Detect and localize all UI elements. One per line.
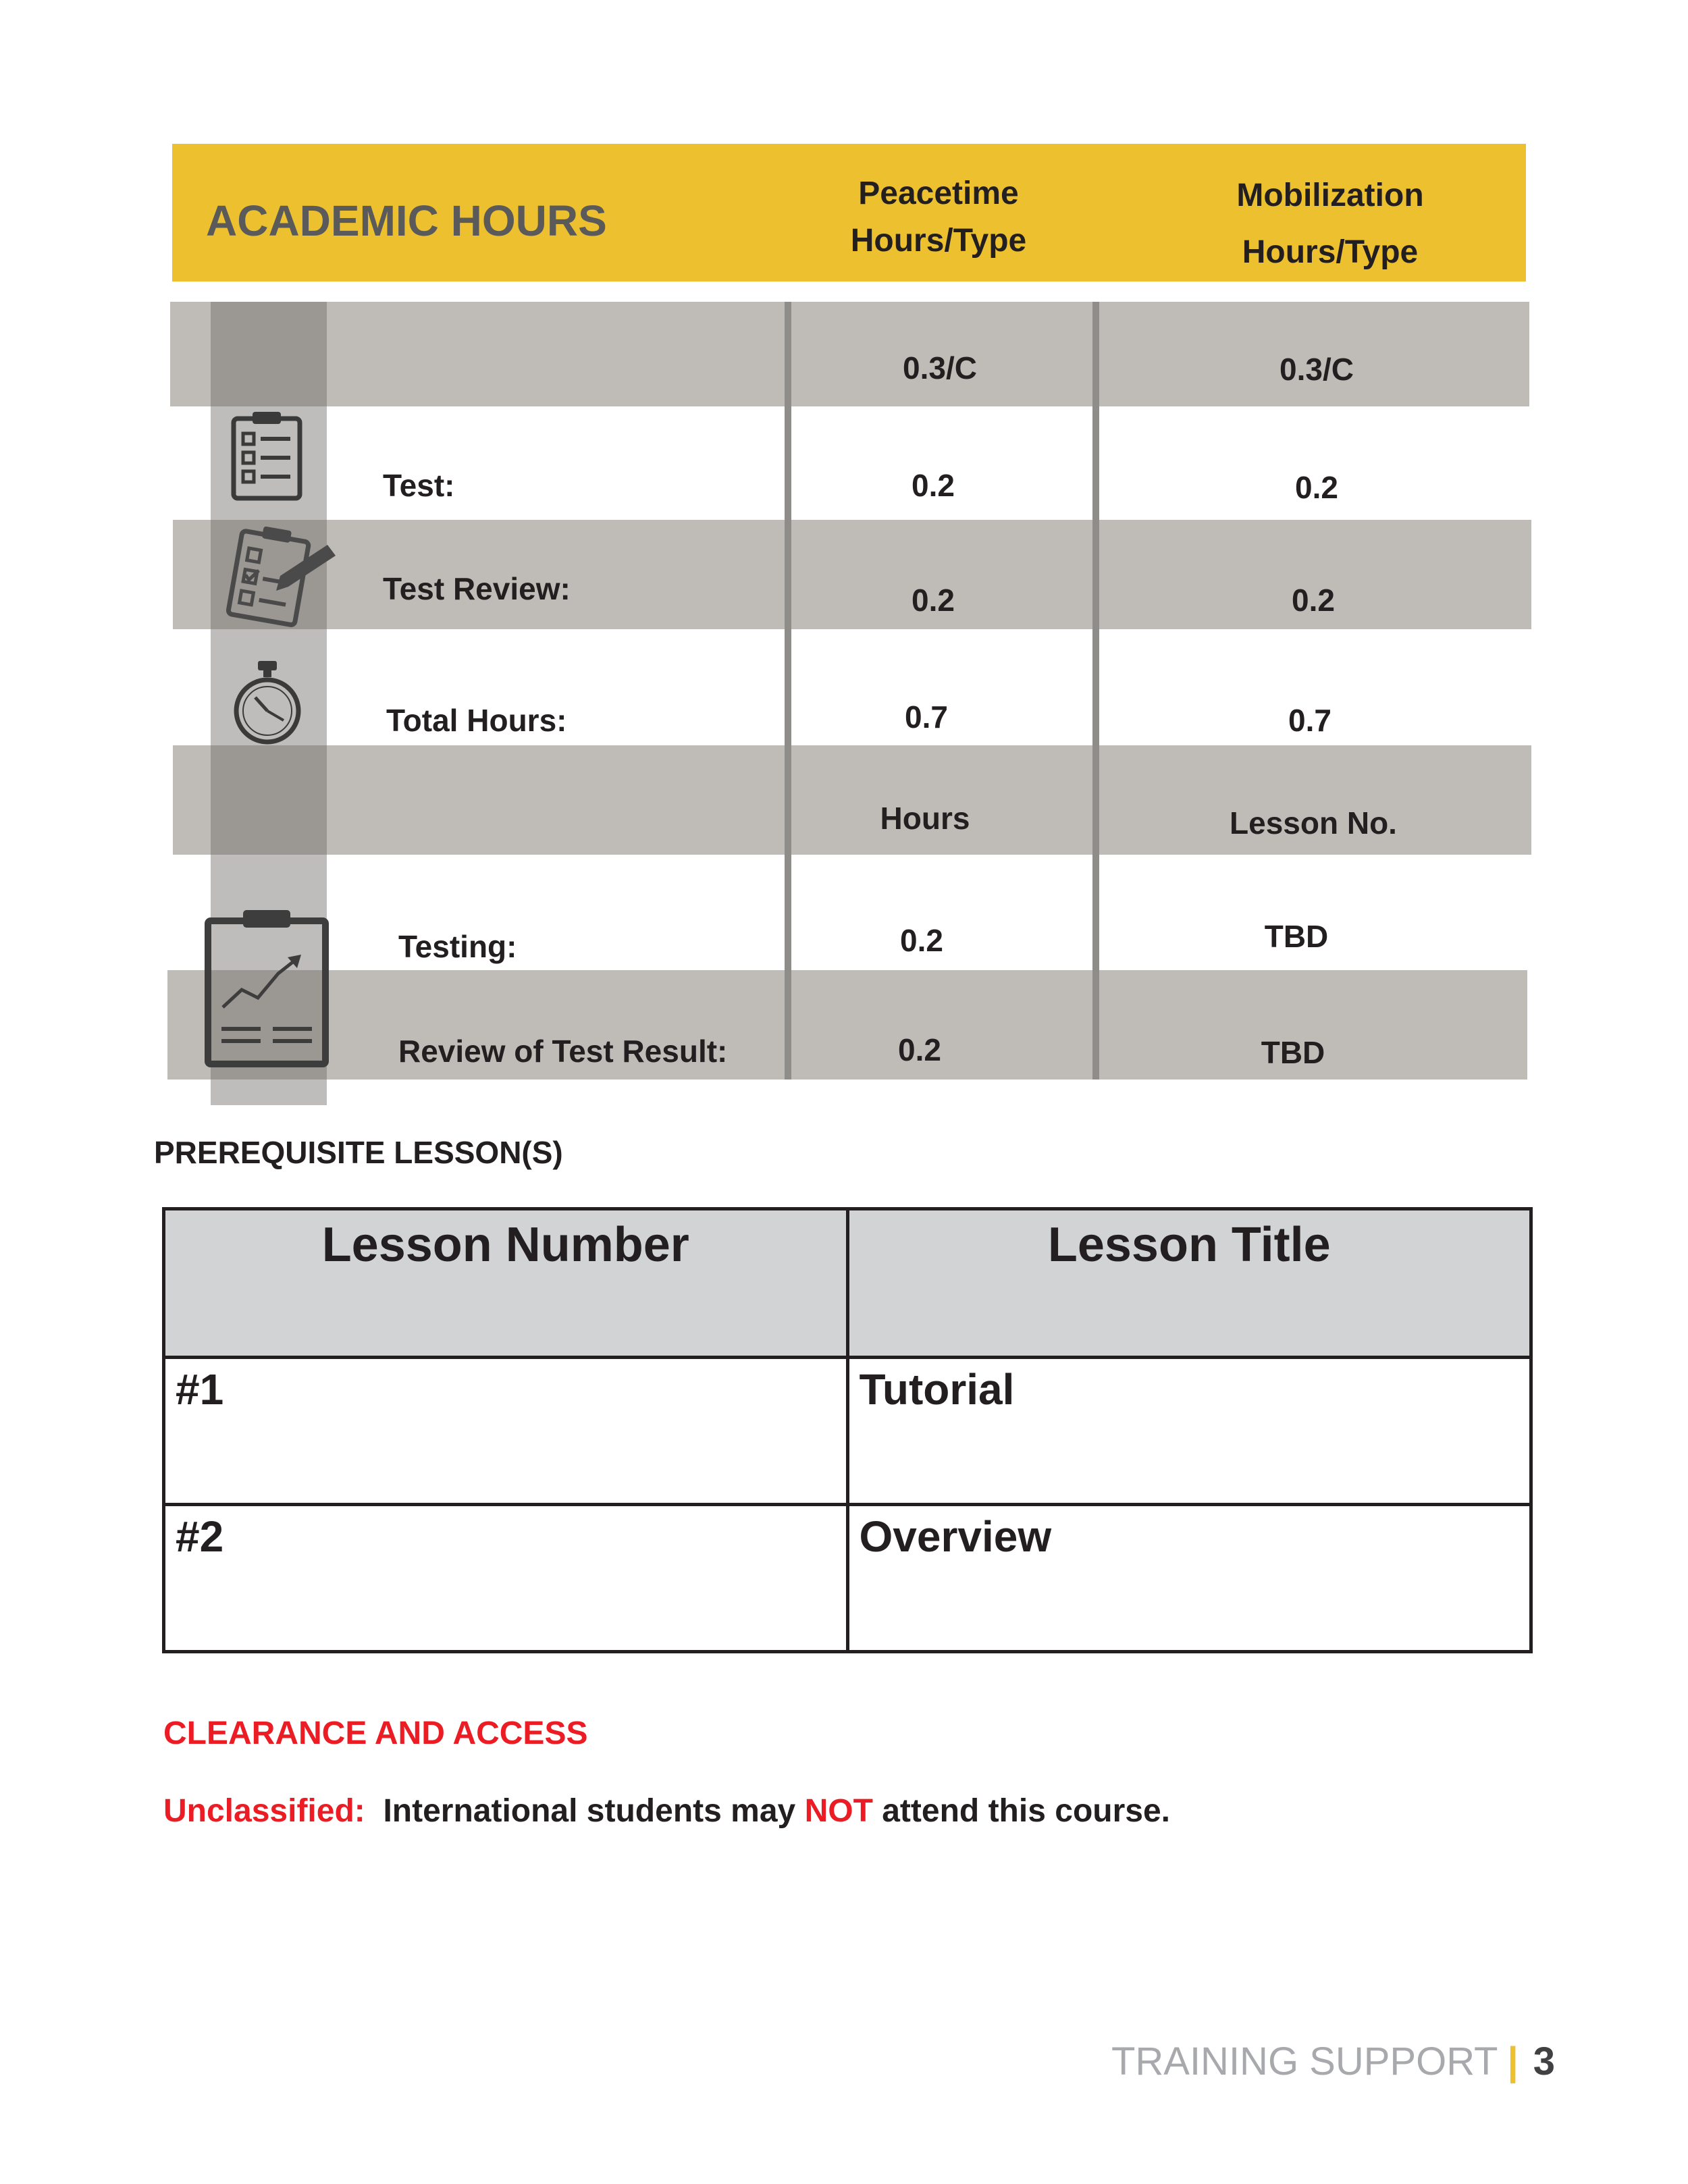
mobilization-value: 0.3/C bbox=[1280, 352, 1354, 387]
checklist-pencil-icon bbox=[226, 523, 344, 635]
academic-hours-title: ACADEMIC HOURS bbox=[206, 196, 607, 245]
lesson-number-cell: #1 bbox=[164, 1358, 848, 1505]
row-label-test: Test: bbox=[383, 468, 455, 503]
column-header-lesson-title: Lesson Title bbox=[847, 1209, 1531, 1358]
lesson-title-cell: Overview bbox=[847, 1505, 1531, 1652]
testing-hours-value: 0.2 bbox=[900, 923, 943, 958]
mobilization-value: 0.7 bbox=[1288, 703, 1331, 738]
table-row bbox=[164, 1358, 1531, 1505]
mobilization-header-line1: Mobilization bbox=[1236, 178, 1424, 213]
lesson-number-cell: #2 bbox=[164, 1505, 848, 1652]
peacetime-value: 0.2 bbox=[912, 583, 955, 618]
prerequisite-table bbox=[162, 1207, 1533, 1653]
peacetime-header bbox=[803, 170, 1074, 265]
row-label-test-review: Test Review: bbox=[383, 571, 571, 606]
mobilization-value: 0.2 bbox=[1292, 583, 1335, 618]
testing-lesson-no-value: TBD bbox=[1261, 1035, 1325, 1070]
clearance-text-after: attend this course. bbox=[882, 1793, 1170, 1829]
testing-lesson-no-header: Lesson No. bbox=[1230, 805, 1397, 841]
clearance-text-before: International students may bbox=[383, 1793, 796, 1829]
peacetime-header-line1: Peacetime bbox=[858, 176, 1019, 211]
clearance-statement bbox=[163, 1792, 1170, 1830]
table-row bbox=[164, 1505, 1531, 1652]
peacetime-header-line2: Hours/Type bbox=[850, 223, 1027, 259]
row-label-review-of-test-result: Review of Test Result: bbox=[398, 1034, 728, 1069]
page-number: 3 bbox=[1533, 2040, 1555, 2083]
mobilization-value: 0.2 bbox=[1295, 470, 1338, 505]
page-footer bbox=[1111, 2039, 1555, 2084]
prerequisite-heading: PREREQUISITE LESSON(S) bbox=[154, 1135, 563, 1170]
checklist-icon bbox=[230, 410, 304, 502]
clearance-label: Unclassified: bbox=[163, 1793, 365, 1829]
column-divider bbox=[785, 302, 791, 1080]
row-label-testing: Testing: bbox=[398, 929, 517, 964]
footer-separator: | bbox=[1507, 2040, 1519, 2083]
lesson-title-cell: Tutorial bbox=[847, 1358, 1531, 1505]
peacetime-value: 0.2 bbox=[912, 468, 955, 503]
peacetime-value: 0.3/C bbox=[903, 350, 977, 385]
table-header-row bbox=[164, 1209, 1531, 1358]
column-header-lesson-number: Lesson Number bbox=[164, 1209, 848, 1358]
column-divider bbox=[1092, 302, 1099, 1080]
mobilization-header bbox=[1188, 167, 1472, 281]
chart-clipboard-icon bbox=[203, 906, 331, 1068]
stopwatch-icon bbox=[231, 658, 304, 749]
testing-hours-value: 0.2 bbox=[898, 1032, 941, 1067]
testing-hours-header: Hours bbox=[880, 801, 970, 836]
clearance-heading: CLEARANCE AND ACCESS bbox=[163, 1715, 588, 1751]
testing-lesson-no-value: TBD bbox=[1264, 919, 1329, 954]
footer-section: TRAINING SUPPORT bbox=[1111, 2040, 1498, 2083]
mobilization-header-line2: Hours/Type bbox=[1242, 234, 1419, 270]
peacetime-value: 0.7 bbox=[905, 699, 948, 735]
row-label-total-hours: Total Hours: bbox=[386, 703, 567, 738]
clearance-emphasis: NOT bbox=[804, 1793, 873, 1829]
